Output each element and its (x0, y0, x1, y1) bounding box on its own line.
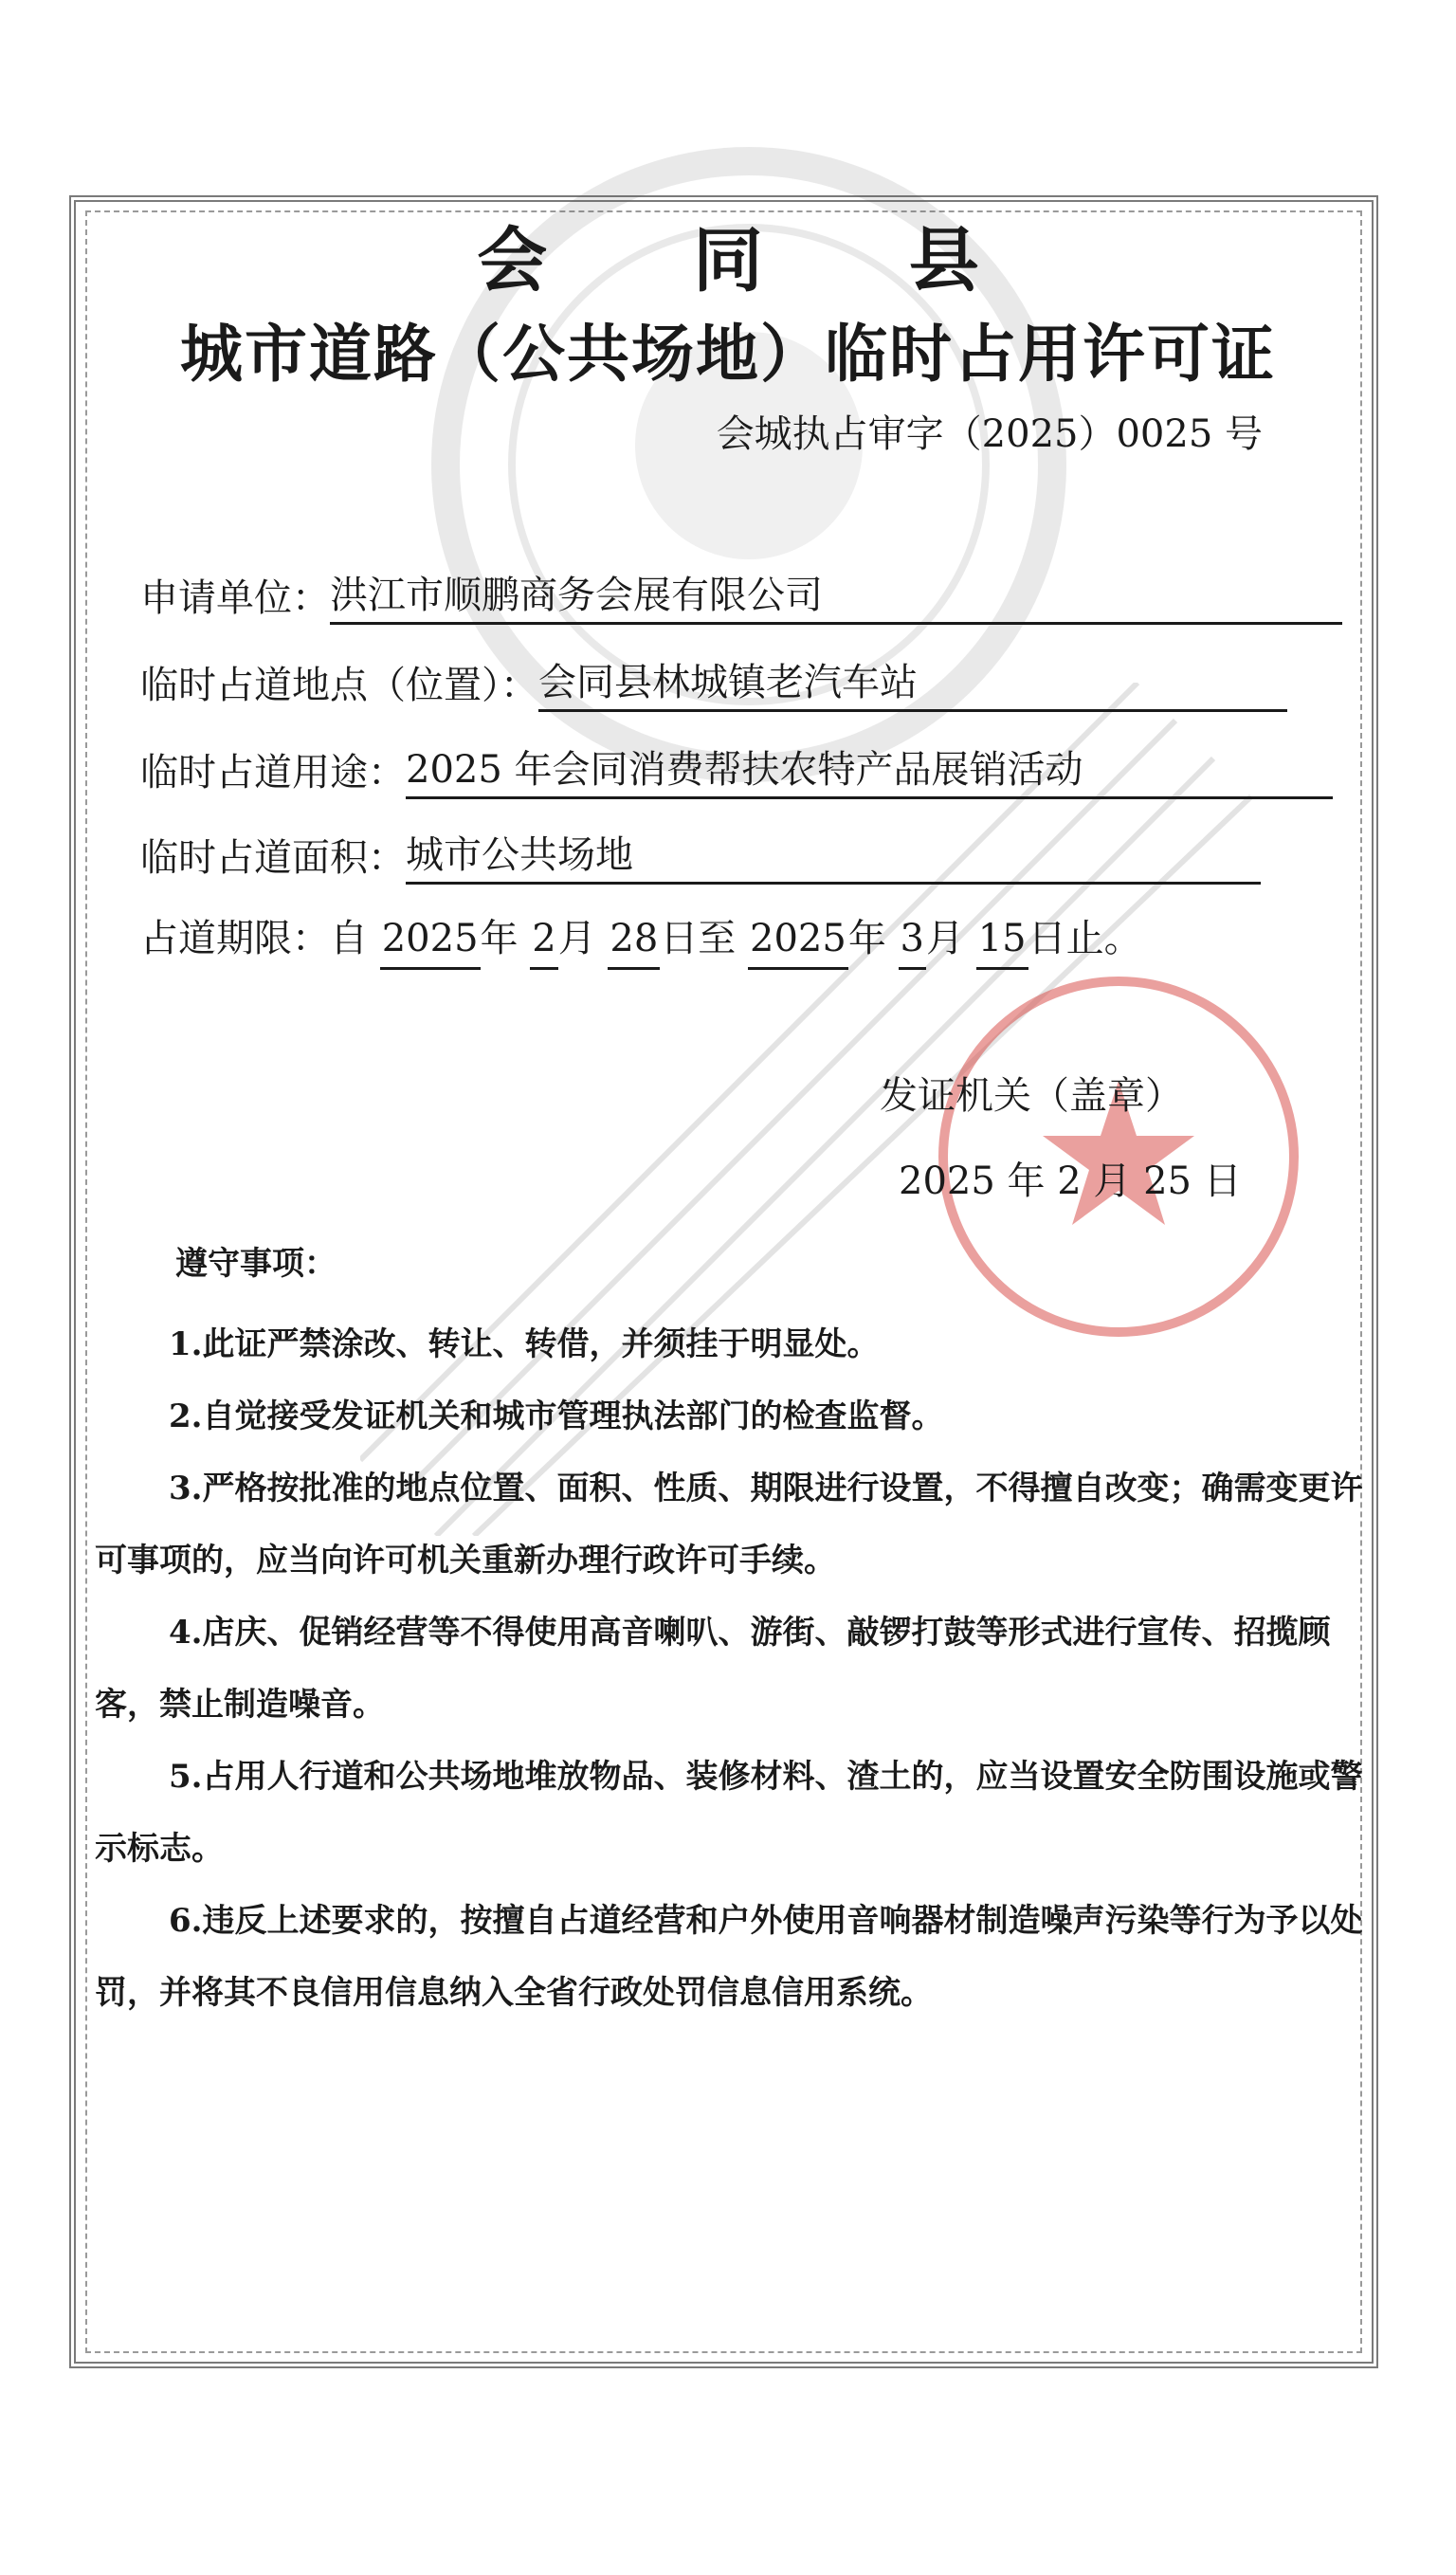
field-label: 临时占道面积： (140, 836, 406, 880)
occupation-period (140, 910, 1142, 970)
field-label: 申请单位： (140, 576, 330, 620)
field-label: 临时占道用途： (140, 751, 406, 794)
notes-list (95, 1308, 1365, 2029)
field-value: 城市公共场地 (406, 829, 1261, 885)
start-day: 28 (608, 910, 660, 970)
county-title: 会 同 县 (477, 220, 1040, 301)
note-item: 2.自觉接受发证机关和城市管理执法部门的检查监督。 (169, 1397, 944, 1435)
note-item: 6.违反上述要求的，按擅自占道经营和户外使用音响器材制造噪声污染等行为予以处罚，并将其不良信用信息纳入全省行政处罚信息信用系统。 (95, 1902, 1363, 2012)
month-char: 月 (557, 917, 596, 960)
field-purpose (140, 743, 1333, 799)
period-label: 占道期限：自 (140, 917, 368, 960)
field-value: 会同县林城镇老汽车站 (538, 656, 1287, 712)
note-item: 4.店庆、促销经营等不得使用高音喇叭、游街、敲锣打鼓等形式进行宣传、招揽顾客，禁止制造噪音。 (95, 1614, 1331, 1724)
note-item: 1.此证严禁涂改、转让、转借，并须挂于明显处。 (169, 1325, 880, 1363)
note-item: 3.严格按批准的地点位置、面积、性质、期限进行设置，不得擅自改变；确需变更许可事项的，应当向许可机关重新办理行政许可手续。 (95, 1470, 1363, 1580)
issuing-authority: 发证机关（盖章） (880, 1074, 1183, 1118)
year-char: 年 (847, 917, 886, 960)
field-label: 临时占道地点（位置）： (140, 664, 538, 707)
issue-date: 2025 年 2 月 25 日 (899, 1160, 1242, 1203)
field-location (140, 656, 1287, 712)
month-char: 月 (926, 917, 964, 960)
notes-title: 遵守事项： (175, 1245, 337, 1283)
note-item: 5.占用人行道和公共场地堆放物品、装修材料、渣土的，应当设置安全防围设施或警示标志。 (95, 1758, 1363, 1868)
field-value: 2025 年会同消费帮扶农特产品展销活动 (406, 743, 1333, 799)
start-month: 2 (530, 910, 557, 970)
field-applicant (140, 569, 1342, 625)
year-char: 年 (480, 917, 519, 960)
to-text: 日至 (660, 917, 737, 960)
certificate-title: 城市道路（公共场地）临时占用许可证 (180, 317, 1276, 391)
field-value: 洪江市顺鹏商务会展有限公司 (330, 569, 1342, 625)
document-number: 会城执占审字（2025）0025 号 (716, 412, 1263, 456)
end-text: 日止。 (1028, 917, 1142, 960)
end-day: 15 (976, 910, 1028, 970)
end-month: 3 (899, 910, 926, 970)
start-year: 2025 (380, 910, 481, 970)
field-area (140, 829, 1261, 885)
end-year: 2025 (748, 910, 848, 970)
